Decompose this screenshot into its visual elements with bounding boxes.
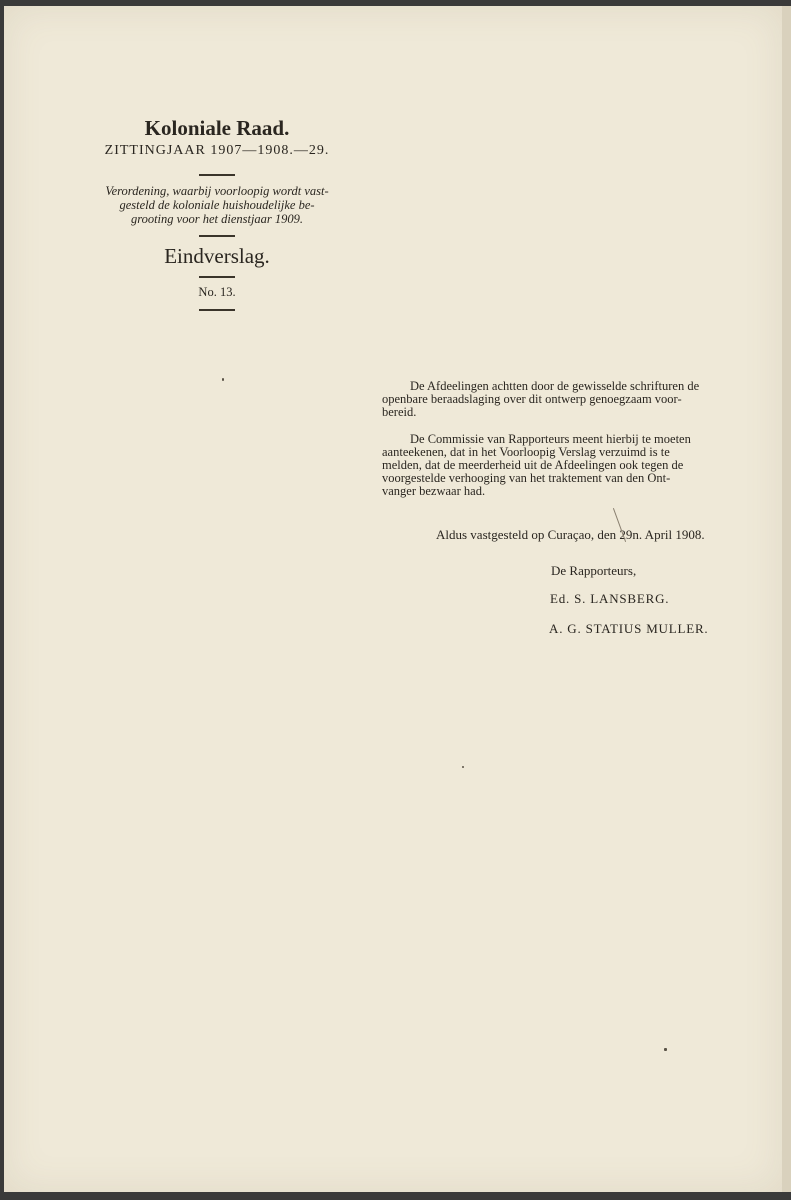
paper-speck (222, 378, 224, 381)
divider-rule (199, 276, 235, 278)
paragraph-line: melden, dat de meerderheid uit de Afdeelingen ook tegen de (382, 458, 684, 472)
subject-line-3: grooting voor het dienstjaar 1909. (130, 212, 304, 226)
page-edge (782, 6, 791, 1192)
paper-speck (462, 766, 464, 768)
paragraph-line: openbare beraadslaging over dit ontwerp genoegzaam voor- (382, 392, 682, 406)
signatory-2: A. G. STATIUS MULLER. (549, 621, 709, 636)
paragraph-line: De Afdeelingen achtten door de gewisselde schrifturen de (410, 379, 700, 393)
subject-line-1: Verordening, waarbij voorloopig wordt vast- (105, 184, 329, 198)
document-number: No. 13. (198, 285, 236, 299)
divider-rule (199, 174, 235, 176)
divider-rule (199, 309, 235, 311)
paper-speck (664, 1048, 667, 1051)
place-date: Aldus vastgesteld op Curaçao, den 29n. April 1908. (436, 527, 705, 542)
paragraph-2 (382, 433, 766, 498)
session-year: ZITTINGJAAR 1907—1908.—29. (104, 143, 330, 158)
paragraph-1 (382, 380, 766, 419)
paragraph-line: voorgestelde verhooging van het traktement van den Ont- (382, 471, 671, 485)
report-body (382, 380, 766, 498)
document-header (82, 114, 352, 311)
paragraph-line: vanger bezwaar had. (382, 484, 486, 498)
council-title: Koloniale Raad. (144, 116, 290, 140)
rapporteurs-label: De Rapporteurs, (551, 563, 637, 578)
signatory-1: Ed. S. LANSBERG. (550, 591, 670, 606)
paragraph-line: bereid. (382, 405, 417, 419)
paragraph-line: De Commissie van Rapporteurs meent hierbij te moeten (410, 432, 691, 446)
subject-line-2: gesteld de koloniale huishoudelijke be- (119, 198, 315, 212)
report-title: Eindverslag. (164, 244, 270, 268)
paragraph-line: aanteekenen, dat in het Voorloopig Verslag verzuimd is te (382, 445, 670, 459)
divider-rule (199, 235, 235, 237)
